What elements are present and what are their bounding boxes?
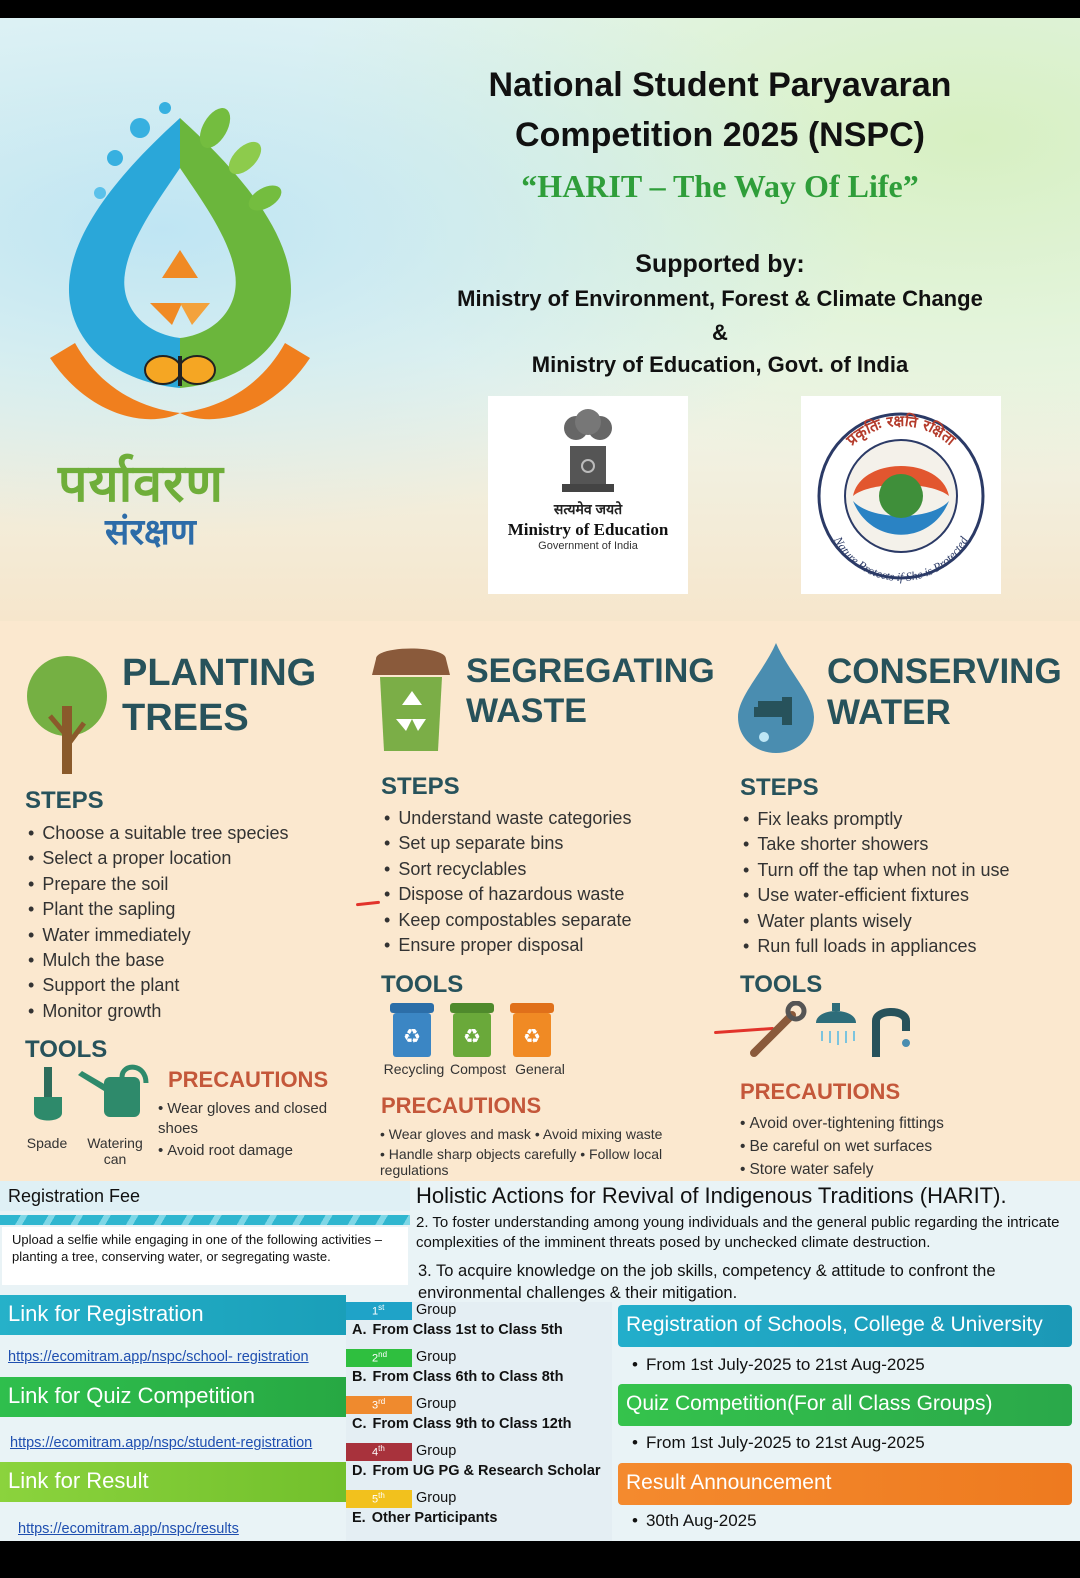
list-item: • Turn off the tap when not in use <box>743 858 1009 883</box>
group-number-badge <box>346 1490 412 1508</box>
ministry-of-education-logo <box>488 396 688 594</box>
registration-fee-title: Registration Fee <box>0 1181 410 1211</box>
water-drop-tap-icon <box>734 641 818 756</box>
ministry-education: Ministry of Education, Govt. of India <box>531 352 909 377</box>
list-item: • Avoid over-tightening fittings <box>740 1112 1070 1135</box>
planting-precautions-label: PRECAUTIONS <box>168 1067 329 1092</box>
conserving-title-line2: WATER <box>827 693 951 733</box>
harit-point-2: 2. To foster understanding among young individuals and the general public regarding the intricate complexities of the imminent threats posed by unchecked climate destruction. <box>416 1214 1060 1251</box>
class-groups-list <box>346 1302 612 1541</box>
group-class-range: From Class 9th to Class 12th <box>372 1416 572 1432</box>
supported-by-label: Supported by: <box>635 250 805 278</box>
group-number-suffix: th <box>378 1444 385 1453</box>
segregating-title-line1: SEGREGATING <box>466 652 715 690</box>
conserving-precautions-label: PRECAUTIONS <box>740 1079 901 1104</box>
list-item: • Select a proper location <box>28 846 288 871</box>
ministry-environment: Ministry of Environment, Forest & Climate Change <box>457 286 983 311</box>
list-item: • Monitor growth <box>28 999 288 1024</box>
registration-link-title: Link for Registration <box>0 1295 346 1335</box>
planting-title-line2: TREES <box>122 696 249 739</box>
list-item: Wear gloves and mask <box>388 1126 531 1142</box>
group-class-range: From Class 6th to Class 8th <box>372 1369 564 1385</box>
ampersand: & <box>712 320 728 345</box>
colored-bins-icon <box>388 1001 558 1059</box>
list-item: • Keep compostables separate <box>384 908 631 933</box>
group-letter: B. <box>352 1369 367 1385</box>
group-word: Group <box>416 1490 457 1506</box>
segregating-title-line2: WASTE <box>466 692 587 731</box>
list-item: • Water plants wisely <box>743 909 1009 934</box>
conserving-tools-label: TOOLS <box>740 971 823 998</box>
list-item: • Prepare the soil <box>28 872 288 897</box>
list-item: • Use water-efficient fixtures <box>743 883 1009 908</box>
nature-protects-emblem-icon <box>801 396 1001 594</box>
group-number-badge <box>346 1349 412 1367</box>
group-description <box>352 1510 497 1526</box>
paryavaran-logo <box>30 88 330 558</box>
competition-details-section <box>0 1181 1080 1541</box>
group-word: Group <box>416 1349 457 1365</box>
registration-fee-stripe <box>0 1215 410 1225</box>
group-number-badge <box>346 1396 412 1414</box>
group-letter: D. <box>352 1463 367 1479</box>
compost-label: Compost <box>449 1061 507 1077</box>
moefcc-logo <box>801 396 1001 594</box>
red-pen-mark <box>356 901 380 906</box>
group-description <box>352 1463 601 1479</box>
moefcc-top-text: प्रकृतिः रक्षति रक्षिता <box>842 411 960 449</box>
activities-section <box>0 621 1080 1181</box>
group-word: Group <box>416 1443 457 1459</box>
list-item: • Avoid root damage <box>158 1141 348 1161</box>
logo-word-sanrakshan: संरक्षण <box>105 511 196 552</box>
water-tools-icon <box>746 1001 926 1061</box>
spade-icon <box>28 1067 68 1129</box>
list-item: • Water immediately <box>28 923 288 948</box>
segregating-steps-list <box>384 806 631 958</box>
list-item: • Dispose of hazardous waste <box>384 882 631 907</box>
waste-bin-icon <box>366 645 456 755</box>
group-description <box>352 1369 563 1385</box>
planting-title-line1: PLANTING <box>122 652 317 694</box>
list-item: • Set up separate bins <box>384 831 631 856</box>
group-number: 2 <box>372 1352 379 1365</box>
moe-motto: सत्यमेव जयते <box>553 501 623 517</box>
list-item: • Run full loads in appliances <box>743 934 1009 959</box>
schedule-registration-title: Registration of Schools, College & University <box>618 1305 1072 1347</box>
conserving-steps-list <box>743 807 1009 959</box>
title-line-2: Competition 2025 (NSPC) <box>515 116 925 154</box>
segregating-precautions-list: • Wear gloves and mask • Avoid mixing waste • Handle sharp objects carefully • Follow local regulations <box>380 1126 663 1178</box>
result-link-title: Link for Result <box>0 1462 346 1502</box>
quiz-link-title: Link for Quiz Competition <box>0 1377 346 1417</box>
list-item: • Sort recyclables <box>384 857 631 882</box>
group-number: 1 <box>372 1305 379 1318</box>
watering-can-label: Watering can <box>87 1135 143 1167</box>
group-description <box>352 1322 563 1338</box>
group-class-range: Other Participants <box>371 1510 498 1526</box>
group-class-range: From Class 1st to Class 5th <box>372 1322 563 1338</box>
group-letter: A. <box>352 1322 367 1338</box>
moe-name: Ministry of Education <box>507 520 669 539</box>
moefcc-bottom-text: Nature Protects if She is Protected <box>831 534 971 585</box>
registration-link[interactable]: https://ecomitram.app/nspc/school- registration <box>8 1349 309 1365</box>
group-number-suffix: rd <box>378 1397 386 1406</box>
schedule-result-title: Result Announcement <box>618 1463 1072 1505</box>
list-item: • Choose a suitable tree species <box>28 821 288 846</box>
group-number: 4 <box>372 1446 379 1459</box>
planting-tools-label: TOOLS <box>25 1036 108 1063</box>
recycling-label: Recycling <box>383 1061 445 1077</box>
list-item: • Support the plant <box>28 973 288 998</box>
conserving-precautions-list <box>740 1112 1070 1181</box>
list-item: • Mulch the base <box>28 948 288 973</box>
group-letter: E. <box>352 1510 366 1526</box>
harit-point-3: 3. To acquire knowledge on the job skills, competency & attitude to confront the environmental challenges & their mitigation. <box>418 1262 996 1302</box>
moe-government: Government of India <box>538 540 638 552</box>
emblem-icon <box>488 396 688 500</box>
schedule-quiz-date: • From 1st July-2025 to 21st Aug-2025 <box>632 1433 925 1453</box>
title-line-1: National Student Paryavaran <box>488 66 952 104</box>
list-item: • Store water safely <box>740 1158 1070 1181</box>
group-number: 3 <box>372 1399 379 1412</box>
group-description <box>352 1416 572 1432</box>
tree-icon <box>20 651 115 776</box>
conserving-title <box>827 651 1062 734</box>
list-item: • Understand waste categories <box>384 806 631 831</box>
group-letter: C. <box>352 1416 367 1432</box>
group-number-badge <box>346 1302 412 1320</box>
group-class-range: From UG PG & Research Scholar <box>372 1463 601 1479</box>
watering-can-icon <box>74 1061 150 1127</box>
spade-label: Spade <box>26 1135 68 1151</box>
list-item: • Be careful on wet surfaces <box>740 1135 1070 1158</box>
list-item: Follow local regulations <box>380 1146 663 1178</box>
list-item: • Ensure proper disposal <box>384 933 631 958</box>
planting-trees-panel <box>0 621 355 1181</box>
group-number-suffix: nd <box>378 1350 388 1359</box>
segregating-title <box>466 651 715 731</box>
group-number-suffix: th <box>378 1491 385 1500</box>
planting-steps-list <box>28 821 288 1024</box>
quiz-link[interactable]: https://ecomitram.app/nspc/student-registration <box>10 1435 313 1451</box>
conserving-steps-label: STEPS <box>740 774 819 801</box>
group-number-suffix: st <box>378 1303 385 1312</box>
planting-steps-label: STEPS <box>25 787 104 814</box>
list-item: • Wear gloves and closed shoes <box>158 1099 348 1139</box>
list-item: Avoid mixing waste <box>542 1126 663 1142</box>
result-link[interactable]: https://ecomitram.app/nspc/results <box>18 1521 239 1537</box>
schedule-registration-date: • From 1st July-2025 to 21st Aug-2025 <box>632 1355 925 1375</box>
list-item: Handle sharp objects carefully <box>388 1146 577 1162</box>
segregating-precautions-label: PRECAUTIONS <box>381 1093 542 1118</box>
svg-text:♻: ♻ <box>463 1024 481 1048</box>
group-word: Group <box>416 1396 457 1412</box>
conserving-water-panel <box>720 621 1080 1181</box>
svg-text:♻: ♻ <box>523 1024 541 1048</box>
registration-fee-text: Upload a selfie while engaging in one of the following activities – planting a tree, conserving water, or segregating waste. <box>2 1227 408 1285</box>
slogan: “HARIT – The Way Of Life” <box>521 168 919 204</box>
group-number-badge <box>346 1443 412 1461</box>
conserving-title-line1: CONSERVING <box>827 652 1062 691</box>
schedule-result-date: • 30th Aug-2025 <box>632 1511 757 1531</box>
group-number: 5 <box>372 1493 379 1506</box>
schedule-quiz-title: Quiz Competition(For all Class Groups) <box>618 1384 1072 1426</box>
planting-title <box>122 651 316 741</box>
segregating-steps-label: STEPS <box>381 773 460 800</box>
list-item: • Plant the sapling <box>28 897 288 922</box>
general-label: General <box>515 1061 565 1077</box>
svg-text:♻: ♻ <box>403 1024 421 1048</box>
planting-precautions-list <box>158 1099 348 1161</box>
segregating-tools-label: TOOLS <box>381 971 464 998</box>
poster-header <box>0 18 1080 621</box>
list-item: • Take shorter showers <box>743 832 1009 857</box>
water-leaf-hands-icon <box>30 88 330 448</box>
list-item: • Fix leaks promptly <box>743 807 1009 832</box>
group-word: Group <box>416 1302 457 1318</box>
logo-word-paryavaran: पर्यावरण <box>58 455 224 513</box>
harit-heading: Holistic Actions for Revival of Indigenous Traditions (HARIT). <box>416 1183 1007 1208</box>
segregating-waste-panel <box>358 621 716 1181</box>
